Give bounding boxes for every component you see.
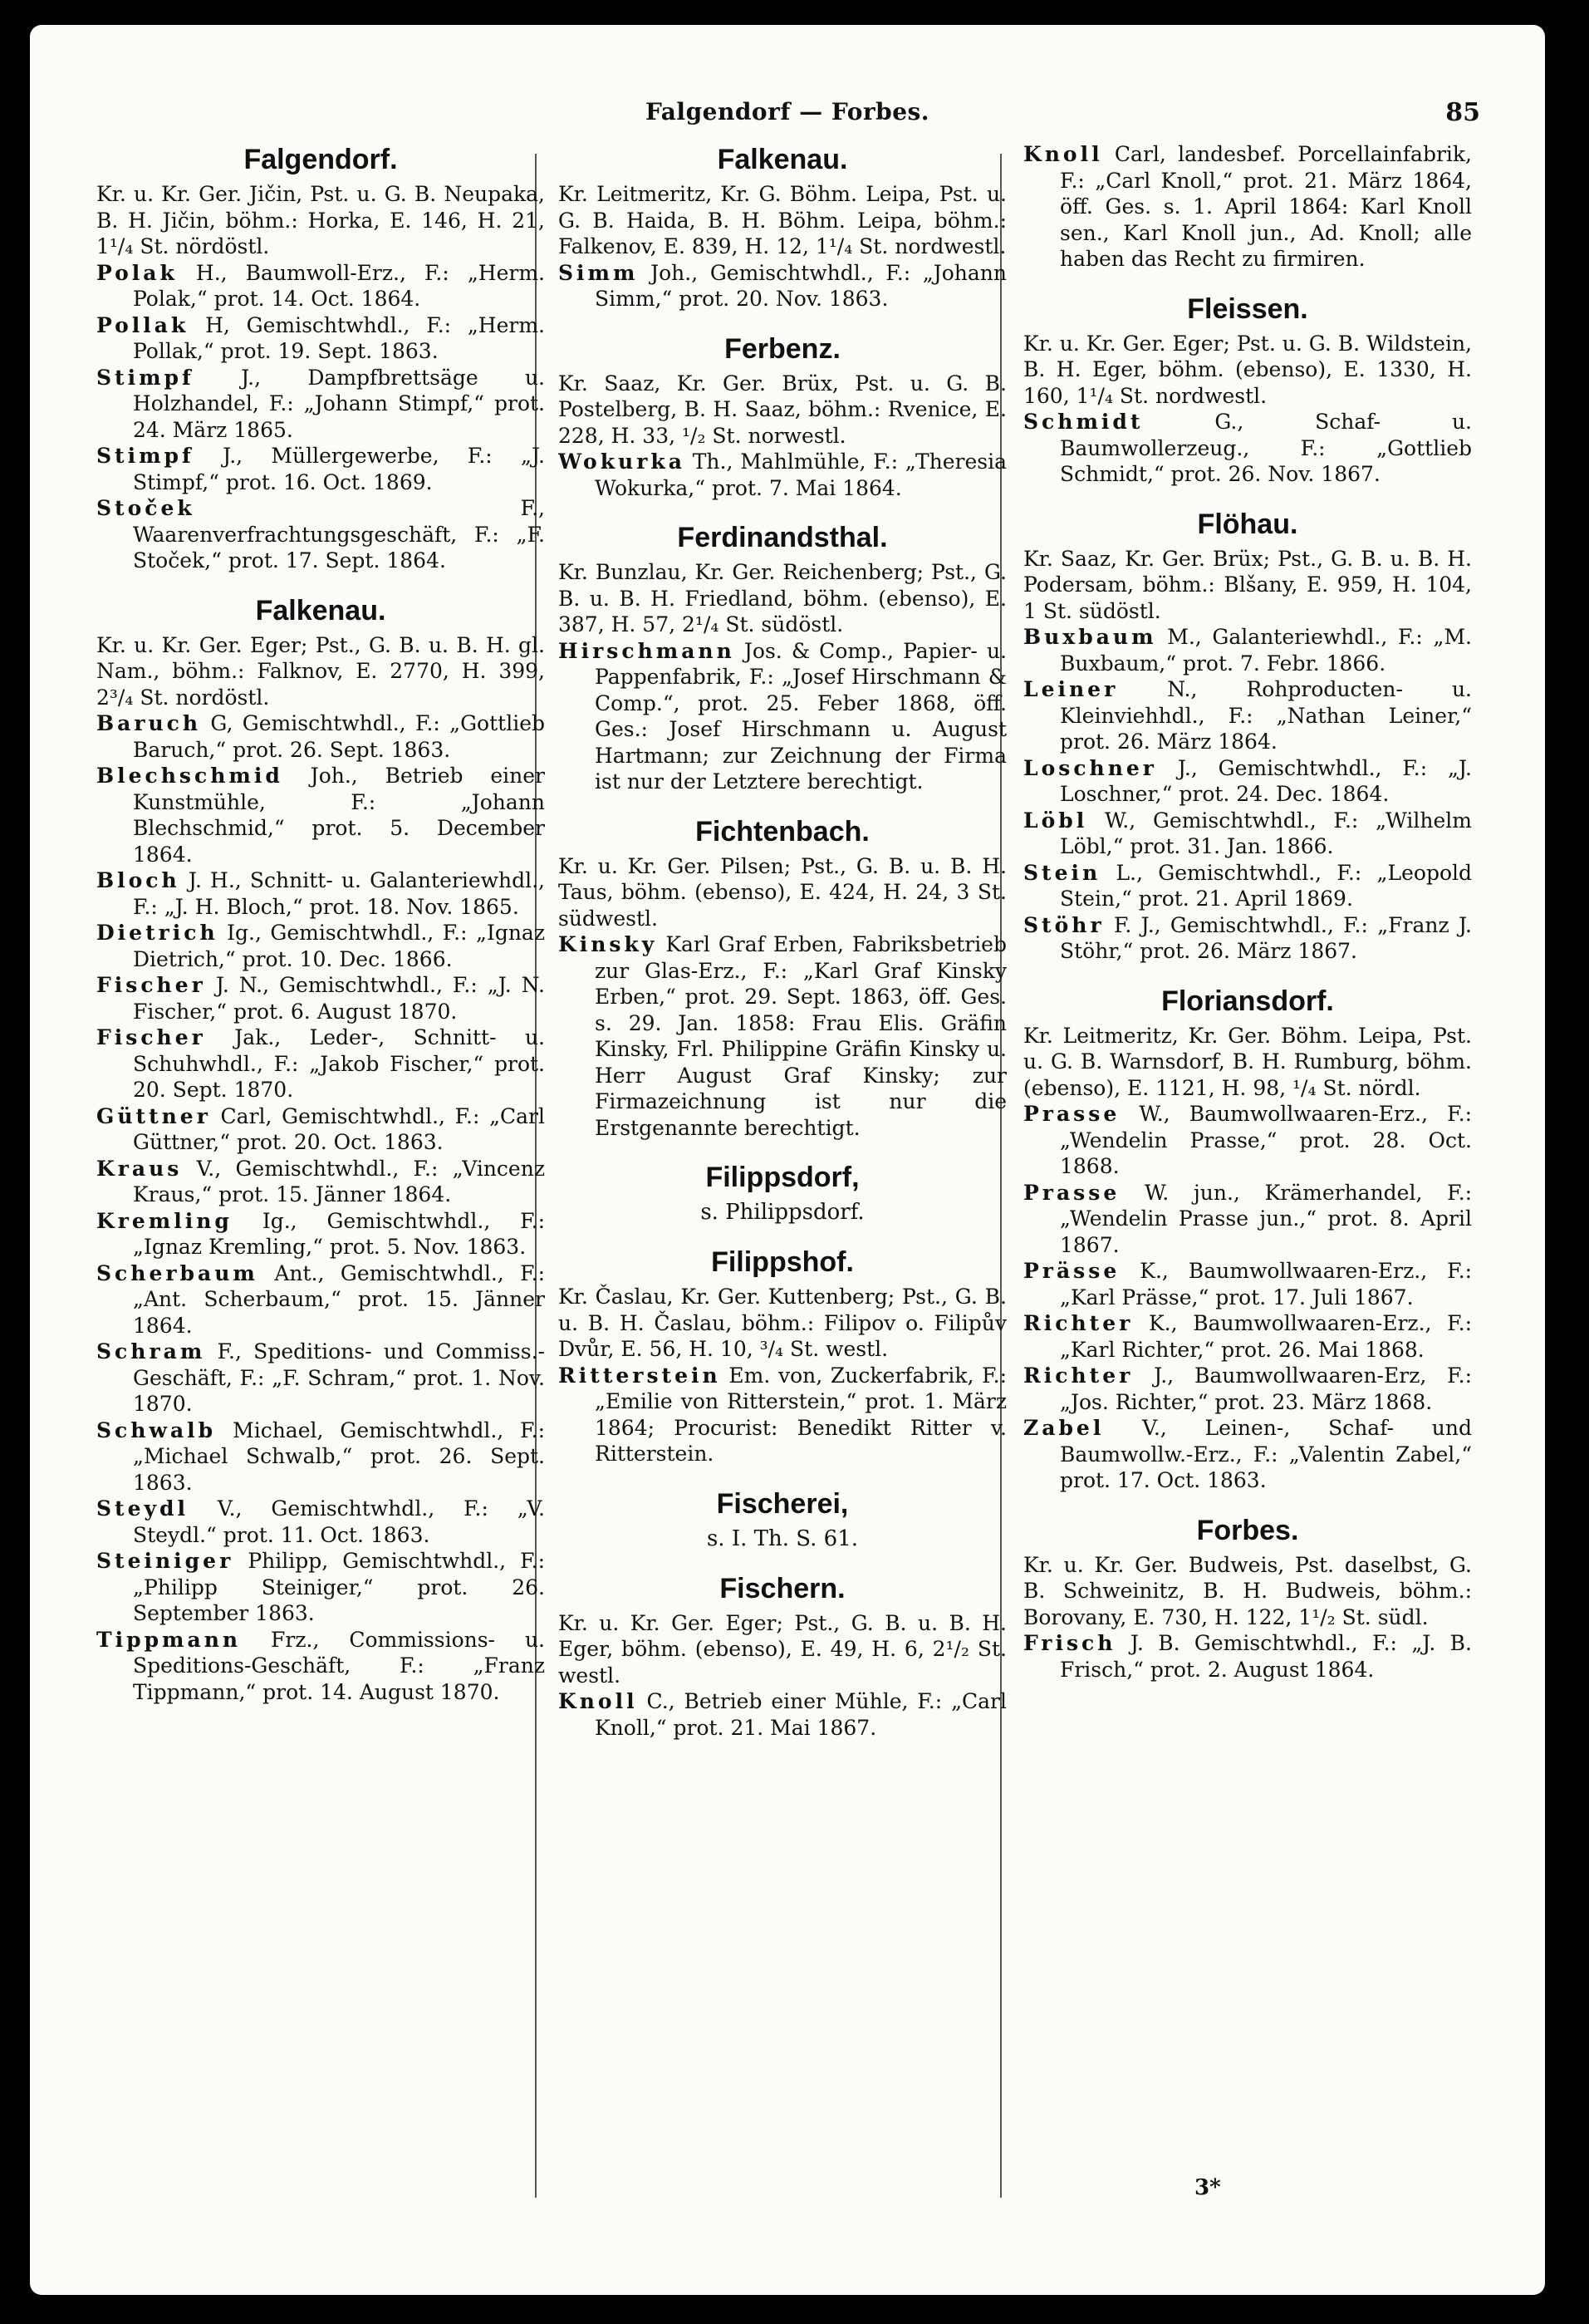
firm-name: Leiner (1023, 677, 1119, 701)
firm-entry (1023, 1310, 1472, 1363)
column-1 (96, 141, 545, 2202)
firm-entry (558, 260, 1007, 312)
firm-entry (1023, 860, 1472, 912)
firm-details: H, Gemischtwhdl., F.: „Herm. Pollak,“ prot. 19. Sept. 1863. (133, 312, 545, 363)
firm-details: V., Gemischtwhdl., F.: „Vincenz Kraus,“ prot. 15. Jänner 1864. (133, 1156, 545, 1206)
firm-name: Simm (558, 260, 639, 285)
place-description: Kr. Časlau, Kr. Ger. Kuttenberg; Pst., G. B. u. B. H. Časlau, böhm.: Filipov o. Filipův Dvůr, E. 56, H. 10, ³/₄ St. westl. (558, 1285, 1007, 1361)
firm-entry (558, 638, 1007, 795)
firm-details: J., Gemischtwhdl., F.: „J. Loschner,“ prot. 24. Dec. 1864. (1060, 755, 1472, 806)
place-description: Kr. u. Kr. Ger. Eger; Pst. u. G. B. Wildstein, B. H. Eger, böhm. (ebenso), E. 1330, H. 160, 1¹/₄ St. nordwestl. (1023, 331, 1472, 408)
firm-name: Schram (96, 1339, 206, 1363)
firm-details: Michael, Gemischtwhdl., F.: „Michael Schwalb,“ prot. 26. Sept. 1863. (133, 1417, 545, 1495)
place-description: Kr. Saaz, Kr. Ger. Brüx, Pst. u. G. B. Postelberg, B. H. Saaz, böhm.: Rvenice, E. 228, H. 33, ¹/₂ St. norwestl. (558, 371, 1007, 448)
page-number: 85 (1445, 98, 1480, 127)
firm-entry (96, 1548, 545, 1627)
place-section (1023, 291, 1472, 488)
firm-details: Ig., Gemischtwhdl., F.: „Ignaz Kremling,“ prot. 5. Nov. 1863. (133, 1208, 545, 1259)
firm-entry (1023, 1415, 1472, 1494)
place-section (1023, 141, 1472, 273)
firm-name: Stein (1023, 860, 1101, 885)
firm-name: Knoll (558, 1689, 638, 1713)
firm-details: Joh., Betrieb einer Kunstmühle, F.: „Johann Blechschmid,“ prot. 5. December 1864. (133, 764, 545, 867)
firm-details: C., Betrieb einer Mühle, F.: „Carl Knoll,“ prot. 21. Mai 1867. (595, 1689, 1007, 1740)
place-description: Kr. Saaz, Kr. Ger. Brüx; Pst., G. B. u. B. H. Podersam, böhm.: Blšany, E. 959, H. 104, 1 St. südöstl. (1023, 546, 1472, 623)
firm-name: Fischer (96, 1025, 206, 1049)
place-heading: Flöhau. (1197, 508, 1298, 540)
firm-name: Frisch (1023, 1631, 1116, 1655)
firm-entry (96, 867, 545, 920)
place-heading: Filippshof. (711, 1246, 854, 1278)
firm-name: Prasse (1023, 1180, 1121, 1205)
firm-entry (1023, 1180, 1472, 1259)
firm-entry (96, 920, 545, 972)
firm-entry (96, 1417, 545, 1496)
place-description: Kr. Bunzlau, Kr. Ger. Reichenberg; Pst., G. B. u. B. H. Friedland, böhm. (ebenso), E. 387, H. 57, 2¹/₄ St. südöstl. (558, 560, 1007, 636)
place-heading: Ferdinandsthal. (677, 522, 888, 553)
place-section (558, 1244, 1007, 1467)
firm-details: W. jun., Krämerhandel, F.: „Wendelin Prasse jun.,“ prot. 8. April 1867. (1060, 1180, 1472, 1257)
firm-name: Buxbaum (1023, 625, 1157, 649)
firm-name: Pollak (96, 312, 189, 337)
firm-entry (1023, 1101, 1472, 1180)
firm-entry (96, 1103, 545, 1156)
firm-entry (96, 1627, 545, 1706)
column-2 (558, 141, 1007, 2202)
firm-details: K., Baumwollwaaren-Erz., F.: „Karl Richter,“ prot. 26. Mai 1868. (1060, 1311, 1472, 1362)
firm-entry (1023, 1630, 1472, 1683)
place-description: Kr. Leitmeritz, Kr. Ger. Böhm. Leipa, Pst. u. G. B. Warnsdorf, B. H. Rumburg, böhm. (ebenso), E. 1121, H. 98, ¹/₄ St. nördl. (1023, 1023, 1472, 1100)
firm-entry (1023, 1363, 1472, 1415)
firm-details: Em. von, Zuckerfabrik, F.: „Emilie von Ritterstein,“ prot. 1. März 1864; Procurist: Benedikt Ritter v. Ritterstein. (595, 1363, 1007, 1466)
firm-name: Hirschmann (558, 638, 735, 663)
firm-entry (1023, 141, 1472, 273)
firm-details: M., Galanteriewhdl., F.: „M. Buxbaum,“ prot. 7. Febr. 1866. (1060, 625, 1472, 676)
place-description: Kr. Leitmeritz, Kr. G. Böhm. Leipa, Pst. u. G. B. Haida, B. H. Böhm. Leipa, böhm.: Falkenov, E. 839, H. 12, 1¹/₄ St. nordwestl. (558, 182, 1007, 258)
firm-entry (1023, 409, 1472, 488)
firm-entry (1023, 808, 1472, 860)
firm-name: Scherbaum (96, 1260, 258, 1285)
firm-details: K., Baumwollwaaren-Erz., F.: „Karl Prässe,“ prot. 17. Juli 1867. (1060, 1259, 1472, 1309)
firm-name: Loschner (1023, 755, 1157, 780)
firm-name: Polak (96, 260, 178, 285)
place-section (558, 813, 1007, 1142)
place-section (558, 1570, 1007, 1742)
firm-entry (96, 1156, 545, 1208)
firm-name: Schmidt (1023, 410, 1144, 434)
cross-reference: s. I. Th. S. 61. (706, 1526, 859, 1551)
place-section (558, 1159, 1007, 1226)
firm-name: Prässe (1023, 1259, 1121, 1283)
firm-name: Baruch (96, 711, 202, 735)
column-3 (1023, 141, 1472, 2202)
firm-details: F. J., Gemischtwhdl., F.: „Franz J. Stöhr,“ prot. 26. März 1867. (1060, 912, 1472, 963)
firm-details: H., Baumwoll-Erz., F.: „Herm. Polak,“ prot. 14. Oct. 1864. (133, 260, 545, 311)
firm-entry (96, 1208, 545, 1260)
firm-name: Steiniger (96, 1549, 234, 1573)
firm-details: Jak., Leder-, Schnitt- u. Schuhwhdl., F.: „Jakob Fischer,“ prot. 20. Sept. 1870. (133, 1025, 545, 1102)
firm-name: Stöhr (1023, 912, 1105, 937)
firm-details: V., Gemischtwhdl., F.: „V. Steydl.“ prot. 11. Oct. 1863. (133, 1496, 545, 1547)
firm-name: Dietrich (96, 921, 218, 945)
firm-details: L., Gemischtwhdl., F.: „Leopold Stein,“ prot. 21. April 1869. (1060, 860, 1472, 911)
firm-name: Bloch (96, 868, 180, 892)
place-section (558, 141, 1007, 312)
place-section (558, 331, 1007, 502)
place-heading: Fischern. (719, 1572, 846, 1604)
firm-name: Stimpf (96, 365, 194, 390)
firm-name: Stimpf (96, 444, 194, 468)
firm-details: J. N., Gemischtwhdl., F.: „J. N. Fischer,“ prot. 6. August 1870. (133, 973, 545, 1024)
firm-details: Carl, landesbef. Porcellainfabrik, F.: „Carl Knoll,“ prot. 21. März 1864, öff. Ges. s. 1. April 1864: Karl Knoll sen., Karl Knoll jun., Ad. Knoll; alle haben das Recht zu firmiren. (1060, 142, 1472, 271)
signature-mark: 3* (1194, 2175, 1221, 2200)
firm-name: Prasse (1023, 1102, 1121, 1126)
firm-entry (96, 312, 545, 365)
firm-name: Blechschmid (96, 764, 283, 788)
firm-name: Kraus (96, 1156, 183, 1181)
firm-details: G., Schaf- u. Baumwollerzeug., F.: „Gottlieb Schmidt,“ prot. 26. Nov. 1867. (1060, 410, 1472, 486)
place-heading: Fichtenbach. (695, 815, 870, 848)
firm-entry (1023, 624, 1472, 676)
firm-details: G, Gemischtwhdl., F.: „Gottlieb Baruch,“ prot. 26. Sept. 1863. (133, 711, 545, 762)
firm-name: Ritterstein (558, 1363, 721, 1388)
firm-details: Th., Mahlmühle, F.: „Theresia Wokurka,“ prot. 7. Mai 1864. (595, 450, 1007, 500)
firm-entry (1023, 755, 1472, 808)
firm-entry (96, 1339, 545, 1417)
place-heading: Falkenau. (717, 144, 848, 175)
firm-details: W., Baumwollwaaren-Erz., F.: „Wendelin Prasse,“ prot. 28. Oct. 1868. (1060, 1102, 1472, 1178)
place-heading: Falgendorf. (243, 144, 398, 175)
running-title: Falgendorf — Forbes. (645, 98, 930, 125)
firm-entry (96, 495, 545, 574)
firm-name: Löbl (1023, 808, 1088, 833)
firm-name: Wokurka (558, 450, 685, 474)
firm-entry (558, 1363, 1007, 1467)
firm-entry (1023, 1258, 1472, 1310)
firm-name: Schwalb (96, 1417, 217, 1442)
firm-entry (1023, 676, 1472, 755)
place-heading: Falkenau. (255, 594, 386, 626)
firm-details: Jos. & Comp., Papier- u. Pappenfabrik, F.: „Josef Hirschmann & Comp.“, prot. 25. Feber 1868, öff. Ges.: Josef Hirschmann u. August Hartmann; zur Zeichnung der Firma ist nur der Letztere berechtigt. (595, 638, 1007, 794)
firm-details: Ig., Gemischtwhdl., F.: „Ignaz Dietrich,“ prot. 10. Dec. 1866. (133, 921, 545, 971)
firm-name: Steydl (96, 1496, 189, 1521)
firm-name: Richter (1023, 1363, 1134, 1388)
firm-details: J. H., Schnitt- u. Galanteriewhdl., F.: „J. H. Bloch,“ prot. 18. Nov. 1865. (133, 868, 545, 919)
place-section (1023, 983, 1472, 1494)
firm-details: Karl Graf Erben, Fabriksbetrieb zur Glas-Erz., F.: „Karl Graf Kinsky Erben,“ prot. 29. Sept. 1863, öff. Ges. s. 29. Jan. 1858: Frau Elis. Gräfin Kinsky, Frl. Philippine Gräfin Kinsky u. Herr August Graf Kinsky; zur Firmazeichnung ist nur die Erstgenannte berechtigt. (595, 932, 1007, 1140)
firm-details: N., Rohproducten- u. Kleinviehhdl., F.: „Nathan Leiner,“ prot. 26. März 1864. (1060, 677, 1472, 754)
place-description: Kr. u. Kr. Ger. Budweis, Pst. daselbst, G. B. Schweinitz, B. H. Budweis, böhm.: Borovany, E. 730, H. 122, 1¹/₂ St. südl. (1023, 1552, 1472, 1629)
firm-name: Kremling (96, 1208, 233, 1233)
page-header (30, 73, 1545, 127)
firm-details: J. B. Gemischtwhdl., F.: „J. B. Frisch,“ prot. 2. August 1864. (1060, 1631, 1472, 1682)
place-section (558, 519, 1007, 795)
place-section (96, 592, 545, 1706)
place-section (1023, 506, 1472, 965)
firm-entry (96, 365, 545, 444)
firm-details: F., Waarenverfrachtungsgeschäft, F.: „F. Stoček,“ prot. 17. Sept. 1864. (133, 496, 545, 572)
place-heading: Ferbenz. (724, 332, 841, 365)
firm-name: Zabel (1023, 1416, 1105, 1440)
place-heading: Fleissen. (1187, 292, 1308, 325)
firm-details: V., Leinen-, Schaf- und Baumwollw.-Erz., F.: „Valentin Zabel,“ prot. 17. Oct. 1863. (1060, 1416, 1472, 1492)
firm-name: Kinsky (558, 932, 658, 956)
place-description: Kr. u. Kr. Ger. Eger; Pst., G. B. u. B. H. gl. Nam., böhm.: Falknov, E. 2770, H. 399, 2³/₄ St. nordöstl. (96, 632, 545, 710)
firm-details: Frz., Commissions- u. Speditions-Geschäft, F.: „Franz Tippmann,“ prot. 14. August 1870. (133, 1627, 545, 1704)
firm-details: J., Baumwollwaaren-Erz, F.: „Jos. Richter,“ prot. 23. März 1868. (1060, 1363, 1472, 1414)
firm-name: Güttner (96, 1103, 211, 1128)
place-description: Kr. u. Kr. Ger. Pilsen; Pst., G. B. u. B. H. Taus, böhm. (ebenso), E. 424, H. 24, 3 St. südwestl. (558, 853, 1007, 931)
document-page (30, 25, 1545, 2295)
firm-name: Knoll (1023, 142, 1103, 166)
cross-reference: s. Philippsdorf. (700, 1200, 865, 1225)
firm-entry (96, 443, 545, 495)
firm-entry (558, 449, 1007, 501)
place-description: Kr. u. Kr. Ger. Jičin, Pst. u. G. B. Neupaka, B. H. Jičin, böhm.: Horka, E. 146, H. 21, 1¹/₄ St. nördöstl. (96, 182, 545, 258)
firm-entry (1023, 912, 1472, 965)
firm-entry (96, 1024, 545, 1103)
firm-entry (558, 1688, 1007, 1741)
place-heading: Forbes. (1196, 1514, 1299, 1546)
firm-entry (96, 763, 545, 867)
firm-details: F., Speditions- und Commiss.-Geschäft, F.: „F. Schram,“ prot. 1. Nov. 1870. (133, 1339, 545, 1416)
firm-entry (558, 931, 1007, 1141)
firm-entry (96, 972, 545, 1024)
firm-name: Richter (1023, 1311, 1134, 1335)
place-heading: Fischerei, (716, 1487, 849, 1520)
place-heading: Floriansdorf. (1161, 985, 1334, 1017)
firm-entry (96, 710, 545, 763)
firm-entry (96, 1496, 545, 1548)
firm-entry (96, 1260, 545, 1339)
place-description: Kr. u. Kr. Ger. Eger; Pst., G. B. u. B. H. Eger, böhm. (ebenso), E. 49, H. 6, 2¹/₂ St. westl. (558, 1610, 1007, 1688)
place-heading: Filippsdorf, (705, 1162, 860, 1193)
firm-details: Philipp, Gemischtwhdl., F.: „Philipp Steiniger,“ prot. 26. September 1863. (133, 1549, 545, 1625)
firm-details: W., Gemischtwhdl., F.: „Wilhelm Löbl,“ prot. 31. Jan. 1866. (1060, 808, 1472, 858)
firm-name: Fischer (96, 973, 206, 997)
firm-name: Stoček (96, 496, 195, 520)
firm-details: J., Dampfbrettsäge u. Holzhandel, F.: „Johann Stimpf,“ prot. 24. März 1865. (133, 365, 545, 442)
firm-details: Joh., Gemischtwhdl., F.: „Johann Simm,“ prot. 20. Nov. 1863. (595, 260, 1007, 311)
firm-name: Tippmann (96, 1627, 242, 1652)
firm-details: Ant., Gemischtwhdl., F.: „Ant. Scherbaum,“ prot. 15. Jänner 1864. (133, 1260, 545, 1338)
place-section (1023, 1512, 1472, 1683)
firm-details: Carl, Gemischtwhdl., F.: „Carl Güttner,“ prot. 20. Oct. 1863. (133, 1103, 545, 1154)
place-section (558, 1486, 1007, 1552)
place-section (96, 141, 545, 574)
firm-entry (96, 260, 545, 312)
firm-details: J., Müllergewerbe, F.: „J. Stimpf,“ prot. 16. Oct. 1869. (133, 444, 545, 494)
